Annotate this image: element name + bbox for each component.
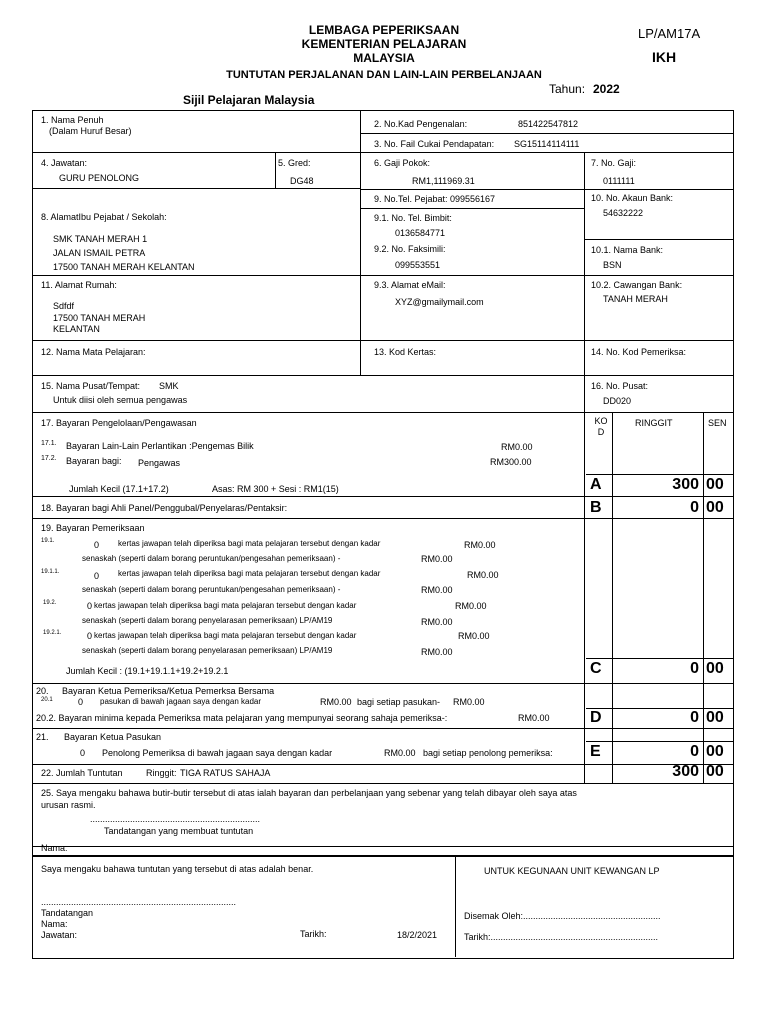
- field-3-label: 3. No. Fail Cukai Pendapatan:: [374, 139, 495, 149]
- amount-D-ringgit[interactable]: 0: [690, 709, 699, 726]
- subtotal-17-calc: Asas: RM 300 + Sesi : RM1(15): [212, 484, 339, 494]
- field-10-1-value[interactable]: BSN: [603, 260, 622, 270]
- field-7-label: 7. No. Gaji:: [591, 158, 637, 168]
- field-16-value[interactable]: DD020: [603, 396, 632, 406]
- section-22-label: 22. Jumlah Tuntutan: [41, 768, 123, 778]
- item-21-rate[interactable]: RM0.00: [384, 748, 416, 758]
- item-17-1-text: Bayaran Lain-Lain Perlantikan :Pengemas Bilik: [66, 441, 254, 451]
- declaration-name-label: Nama:: [41, 843, 68, 853]
- amount-B-ringgit[interactable]: 0: [690, 499, 699, 516]
- header-line3: MALAYSIA: [353, 51, 415, 65]
- item-20-1-qty[interactable]: 0: [78, 697, 84, 707]
- field-9-1-label: 9.1. No. Tel. Bimbit:: [374, 213, 452, 223]
- header-title: TUNTUTAN PERJALANAN DAN LAIN-LAIN PERBELANJAAN: [226, 69, 542, 81]
- total-sen[interactable]: 00: [706, 763, 724, 780]
- field-14-label: 14. No. Kod Pemeriksa:: [591, 347, 687, 357]
- year-value: 2022: [593, 82, 620, 96]
- total-words[interactable]: TIGA RATUS SAHAJA: [180, 768, 271, 778]
- item-20-1-text2: bagi setiap pasukan-: [357, 697, 441, 707]
- finance-date[interactable]: Tarikh:...................................................................: [464, 932, 659, 942]
- item-19-2-text2: senaskah (seperti dalam borang penyelarasan pemeriksaan) LP/AM19: [82, 616, 333, 625]
- field-8-line1[interactable]: SMK TANAH MERAH 1: [53, 234, 148, 244]
- item-19-2-1-rate[interactable]: RM0.00: [458, 631, 490, 641]
- field-16-label: 16. No. Pusat:: [591, 381, 649, 391]
- field-9-2-label: 9.2. No. Faksimili:: [374, 244, 446, 254]
- section-20-num: 20.: [36, 686, 49, 696]
- subtotal-17-label: Jumlah Kecil (17.1+17.2): [69, 484, 169, 494]
- item-21-text: Penolong Pemeriksa di bawah jagaan saya dengan kadar: [102, 748, 333, 758]
- item-19-1-rate[interactable]: RM0.00: [464, 540, 496, 550]
- field-2-label: 2. No.Kad Pengenalan:: [374, 119, 468, 129]
- field-4-value[interactable]: GURU PENOLONG: [59, 173, 140, 183]
- item-20-1-total[interactable]: RM0.00: [453, 697, 485, 707]
- item-19-2-1-text: kertas jawapan telah diperiksa bagi mata pelajaran tersebut dengan kadar: [94, 631, 357, 640]
- amount-C-sen[interactable]: 00: [706, 660, 724, 677]
- item-19-1-1-num: 19.1.1.: [41, 569, 60, 575]
- item-19-2-num: 19.2.: [43, 600, 57, 606]
- cert-date-value[interactable]: 18/2/2021: [397, 930, 438, 940]
- field-10-2-label: 10.2. Cawangan Bank:: [591, 280, 683, 290]
- item-17-2-value[interactable]: RM300.00: [490, 457, 532, 467]
- cert-name-label: Nama:: [41, 919, 68, 929]
- declaration-line1: 25. Saya mengaku bahawa butir-butir tersebut di atas ialah bayaran dan perbelanjaan yang sebenar yang telah dibayar oleh saya atas: [41, 788, 577, 798]
- field-11-line3[interactable]: KELANTAN: [53, 324, 100, 334]
- item-17-2-text: Bayaran bagi:: [66, 456, 122, 466]
- item-19-1-qty[interactable]: 0: [94, 540, 100, 550]
- field-9-2-value[interactable]: 099553551: [395, 260, 441, 270]
- item-19-2-1-num: 19.2.1.: [43, 630, 62, 636]
- total-words-label: Ringgit:: [146, 768, 177, 778]
- amount-D-sen[interactable]: 00: [706, 709, 724, 726]
- field-15-note: Untuk diisi oleh semua pengawas: [53, 395, 188, 405]
- item-19-2-1-qty[interactable]: 0: [87, 631, 93, 641]
- section-19-label: 19. Bayaran Pemeriksaan: [41, 523, 145, 533]
- item-19-1-1-qty[interactable]: 0: [94, 571, 100, 581]
- field-12-label: 12. Nama Mata Pelajaran:: [41, 347, 146, 357]
- item-20-2-value[interactable]: RM0.00: [518, 713, 550, 723]
- item-19-2-rate[interactable]: RM0.00: [455, 601, 487, 611]
- item-17-1-value[interactable]: RM0.00: [501, 442, 533, 452]
- item-19-2-text: kertas jawapan telah diperiksa bagi mata pelajaran tersebut dengan kadar: [94, 601, 357, 610]
- field-1-sub: (Dalam Huruf Besar): [49, 126, 132, 136]
- code-C: C: [590, 660, 602, 677]
- cert-sign-label: Tandatangan: [41, 908, 94, 918]
- item-20-2-text: 20.2. Bayaran minima kepada Pemeriksa mata pelajaran yang mempunyai seorang sahaja pemeriksa-:: [36, 713, 448, 723]
- col-kod: KOD: [594, 416, 608, 437]
- item-19-1-1-total[interactable]: RM0.00: [421, 585, 453, 595]
- exam-name: Sijil Pelajaran Malaysia: [183, 93, 315, 107]
- field-9-3-label: 9.3. Alamat eMail:: [374, 280, 446, 290]
- item-19-1-text: kertas jawapan telah diperiksa bagi mata pelajaran tersebut dengan kadar: [118, 539, 381, 548]
- field-15-value[interactable]: SMK: [159, 381, 179, 391]
- finance-checked[interactable]: Disemak Oleh:.......................................................: [464, 911, 661, 921]
- field-11-label: 11. Alamat Rumah:: [41, 280, 117, 290]
- item-17-1-num: 17.1.: [41, 440, 57, 447]
- amount-B-sen[interactable]: 00: [706, 499, 724, 516]
- item-19-1-num: 19.1.: [41, 538, 55, 544]
- col-sen: SEN: [708, 418, 727, 428]
- header-line2: KEMENTERIAN PELAJARAN: [301, 37, 467, 51]
- code-D: D: [590, 709, 602, 726]
- field-9-value[interactable]: 099556167: [450, 194, 496, 204]
- cert-date-label: Tarikh:: [300, 929, 327, 939]
- item-19-1-1-rate[interactable]: RM0.00: [467, 570, 499, 580]
- item-19-1-1-text: kertas jawapan telah diperiksa bagi mata pelajaran tersebut dengan kadar: [118, 569, 381, 578]
- field-9-label: 9. No.Tel. Pejabat:: [374, 194, 448, 204]
- item-17-2-num: 17.2.: [41, 455, 57, 462]
- field-10-1-label: 10.1. Nama Bank:: [591, 245, 664, 255]
- col-ringgit: RINGGIT: [635, 418, 673, 428]
- field-5-value[interactable]: DG48: [290, 176, 314, 186]
- field-10-value[interactable]: 54632222: [603, 208, 644, 218]
- cert-statement: Saya mengaku bahawa tuntutan yang tersebut di atas adalah benar.: [41, 864, 314, 874]
- header-line1: LEMBAGA PEPERIKSAAN: [308, 23, 460, 37]
- subtotal-19-label: Jumlah Kecil : (19.1+19.1.1+19.2+19.2.1: [66, 666, 229, 676]
- section-18-label: 18. Bayaran bagi Ahli Panel/Penggubal/Penyelaras/Pentaksir:: [41, 503, 288, 513]
- field-6-value[interactable]: RM1,111969.31: [412, 176, 475, 186]
- form-code: LP/AM17A: [638, 26, 701, 41]
- field-9-3-value[interactable]: XYZ@gmailymail.com: [395, 297, 484, 307]
- field-10-label: 10. No. Akaun Bank:: [591, 193, 674, 203]
- field-15-label: 15. Nama Pusat/Tempat:: [41, 381, 141, 391]
- amount-C-ringgit[interactable]: 0: [690, 660, 699, 677]
- field-11-line1[interactable]: Sdfdf: [53, 301, 75, 311]
- section-17-label: 17. Bayaran Pengelolaan/Pengawasan: [41, 418, 197, 428]
- field-6-label: 6. Gaji Pokok:: [374, 158, 431, 168]
- declaration-line2: urusan rasmi.: [41, 800, 96, 810]
- code-A: A: [590, 476, 602, 493]
- amount-E-ringgit[interactable]: 0: [690, 743, 699, 760]
- item-19-2-total[interactable]: RM0.00: [421, 617, 453, 627]
- item-19-2-qty[interactable]: 0: [87, 601, 93, 611]
- item-19-1-1-text2: senaskah (seperti dalam borang peruntukan/pengesahan pemeriksaan) -: [82, 585, 341, 594]
- field-3-value[interactable]: SG15114114111: [514, 139, 580, 149]
- year-label: Tahun:: [549, 82, 586, 96]
- item-19-2-1-text2: senaskah (seperti dalam borang penyelarasan pemeriksaan) LP/AM19: [82, 646, 333, 655]
- finance-title: UNTUK KEGUNAAN UNIT KEWANGAN LP: [484, 866, 660, 876]
- amount-E-sen[interactable]: 00: [706, 743, 724, 760]
- section-21-num: 21.: [36, 732, 49, 742]
- item-19-1-total[interactable]: RM0.00: [421, 554, 453, 564]
- section-21-title: Bayaran Ketua Pasukan: [64, 732, 162, 742]
- field-8-line3[interactable]: 17500 TANAH MERAH KELANTAN: [53, 262, 195, 272]
- item-19-2-1-total[interactable]: RM0.00: [421, 647, 453, 657]
- field-9-1-value[interactable]: 0136584771: [395, 228, 446, 238]
- amount-A-ringgit[interactable]: 300: [672, 476, 699, 493]
- item-21-qty[interactable]: 0: [80, 748, 86, 758]
- field-8-line2[interactable]: JALAN ISMAIL PETRA: [53, 248, 146, 258]
- code-B: B: [590, 499, 602, 516]
- section-20-title: Bayaran Ketua Pemeriksa/Ketua Pemerksa Bersama: [62, 686, 275, 696]
- field-7-value[interactable]: 0111111: [603, 176, 635, 186]
- item-20-1-rate[interactable]: RM0.00: [320, 697, 352, 707]
- total-ringgit[interactable]: 300: [672, 763, 699, 780]
- field-2-value[interactable]: 851422547812: [518, 119, 579, 129]
- declaration-sign-dots[interactable]: ....................................................................: [90, 814, 261, 824]
- declaration-sign-label: Tandatangan yang membuat tuntutan: [104, 826, 254, 836]
- form-type: IKH: [652, 49, 677, 65]
- field-13-label: 13. Kod Kertas:: [374, 347, 437, 357]
- field-11-line2[interactable]: 17500 TANAH MERAH: [53, 313, 146, 323]
- amount-A-sen[interactable]: 00: [706, 476, 724, 493]
- field-10-2-value[interactable]: TANAH MERAH: [603, 294, 668, 304]
- field-4-label: 4. Jawatan:: [41, 158, 88, 168]
- item-20-1-num: 20.1: [41, 697, 53, 703]
- field-5-label: 5. Gred:: [278, 158, 311, 168]
- code-E: E: [590, 743, 601, 760]
- item-21-text2: bagi setiap penolong pemeriksa:: [423, 748, 553, 758]
- field-8-label: 8. AlamatIbu Pejabat / Sekolah:: [41, 212, 167, 222]
- cert-post-label: Jawatan:: [41, 930, 78, 940]
- item-20-1-text: pasukan di bawah jagaan saya dengan kadar: [100, 697, 262, 706]
- item-19-1-text2: senaskah (seperti dalam borang peruntukan/pengesahan pemeriksaan) -: [82, 554, 341, 563]
- field-1-label: 1. Nama Penuh: [41, 115, 104, 125]
- item-17-2-role[interactable]: Pengawas: [138, 458, 181, 468]
- cert-sign-dots[interactable]: ..............................................................................: [41, 897, 237, 907]
